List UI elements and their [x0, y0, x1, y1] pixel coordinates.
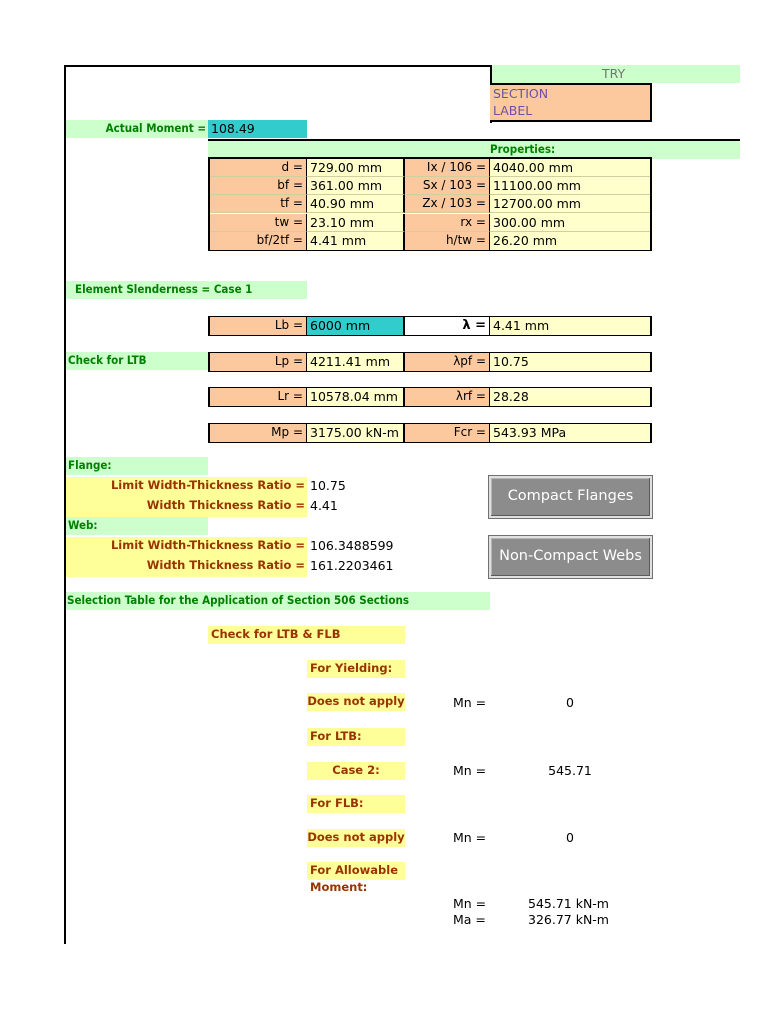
- ltb-value[interactable]: 543.93 MPa: [490, 424, 650, 442]
- allowable-ma-value: 326.77 kN-m: [528, 912, 609, 927]
- property-value[interactable]: 12700.00 mm: [490, 195, 650, 213]
- yielding-mn-value: 0: [566, 695, 574, 710]
- property-label: tf =: [210, 195, 307, 213]
- ltb-value[interactable]: 28.28: [490, 388, 650, 406]
- allowable-mn-label: Mn =: [453, 896, 487, 911]
- web-ratio-value[interactable]: 161.2203461: [310, 558, 394, 573]
- check-ltb-flb: Check for LTB & FLB: [208, 626, 405, 644]
- property-value[interactable]: 361.00 mm: [307, 177, 405, 195]
- flange-title: Flange:: [66, 457, 208, 475]
- try-row: [490, 65, 740, 83]
- ltb-value[interactable]: 3175.00 kN-m: [307, 424, 405, 442]
- property-value[interactable]: 40.90 mm: [307, 195, 405, 213]
- property-value[interactable]: 11100.00 mm: [490, 177, 650, 195]
- property-value[interactable]: 26.20 mm: [490, 232, 650, 250]
- ltb-value[interactable]: 6000 mm: [307, 317, 405, 335]
- web-limit-value[interactable]: 106.3488599: [310, 538, 394, 553]
- ltb-label: Fcr =: [405, 424, 490, 442]
- flange-ratio-label: Width Thickness Ratio =: [146, 498, 305, 512]
- property-value[interactable]: 729.00 mm: [307, 159, 405, 177]
- ltb-label: λ =: [405, 317, 490, 335]
- ltb-label: Lr =: [210, 388, 307, 406]
- property-label: bf/2tf =: [210, 232, 307, 250]
- properties-title: Properties:: [490, 142, 556, 156]
- ltb-title: For LTB:: [307, 728, 405, 746]
- ltb-value[interactable]: 4.41 mm: [490, 317, 650, 335]
- compact-flanges-button[interactable]: Compact Flanges: [489, 476, 652, 518]
- properties-header: [208, 139, 740, 159]
- property-value[interactable]: 23.10 mm: [307, 214, 405, 232]
- yielding-mn-label: Mn =: [453, 695, 487, 710]
- ltb-label: λrf =: [405, 388, 490, 406]
- ltb-mn-label: Mn =: [453, 763, 487, 778]
- flb-mn-label: Mn =: [453, 830, 487, 845]
- web-limit-label: Limit Width-Thickness Ratio =: [110, 538, 305, 552]
- property-value[interactable]: 4.41 mm: [307, 232, 405, 250]
- property-label: Ix / 106 =: [405, 159, 490, 177]
- yielding-status: Does not apply: [307, 693, 405, 711]
- label-label: LABEL: [493, 103, 533, 118]
- check-ltb-label: Check for LTB: [66, 352, 208, 370]
- flange-ratio-value[interactable]: 4.41: [310, 498, 338, 513]
- non-compact-webs-button[interactable]: Non-Compact Webs: [489, 536, 652, 578]
- ltb-value[interactable]: 4211.41 mm: [307, 353, 405, 371]
- ltb-status: Case 2:: [307, 762, 405, 780]
- label-cell[interactable]: [490, 102, 652, 122]
- section-cell[interactable]: [490, 83, 652, 103]
- property-value[interactable]: 4040.00 mm: [490, 159, 650, 177]
- actual-moment-label: Actual Moment =: [66, 120, 208, 138]
- flb-status: Does not apply: [307, 829, 405, 847]
- property-label: Zx / 103 =: [405, 195, 490, 213]
- try-label: TRY: [602, 66, 626, 81]
- ltb-value[interactable]: 10578.04 mm: [307, 388, 405, 406]
- property-label: Sx / 103 =: [405, 177, 490, 195]
- web-title: Web:: [66, 517, 208, 535]
- allowable-ma-label: Ma =: [453, 912, 486, 927]
- element-slenderness: Element Slenderness = Case 1: [66, 281, 307, 299]
- allowable-title-text: For Allowable Moment:: [310, 863, 399, 894]
- property-label: bf =: [210, 177, 307, 195]
- property-label: tw =: [210, 214, 307, 232]
- ltb-label: Lb =: [210, 317, 307, 335]
- ltb-label: λpf =: [405, 353, 490, 371]
- yielding-title: For Yielding:: [307, 660, 405, 678]
- allowable-title-overflow: [405, 862, 447, 880]
- ltb-label: Mp =: [210, 424, 307, 442]
- flange-limit-label: Limit Width-Thickness Ratio =: [110, 478, 305, 492]
- flange-limit-value[interactable]: 10.75: [310, 478, 346, 493]
- allowable-mn-value: 545.71 kN-m: [528, 896, 609, 911]
- allowable-title: [307, 862, 405, 894]
- property-label: d =: [210, 159, 307, 177]
- property-label: h/tw =: [405, 232, 490, 250]
- flb-title: For FLB:: [307, 795, 405, 813]
- actual-moment-value[interactable]: 108.49: [208, 120, 307, 138]
- web-ratio-label: Width Thickness Ratio =: [146, 558, 305, 572]
- selection-title: Selection Table for the Application of Section 506 Sections: [66, 592, 490, 610]
- property-value[interactable]: 300.00 mm: [490, 214, 650, 232]
- ltb-mn-value: 545.71: [548, 763, 592, 778]
- ltb-label: Lp =: [210, 353, 307, 371]
- ltb-value[interactable]: 10.75: [490, 353, 650, 371]
- property-label: rx =: [405, 214, 490, 232]
- flb-mn-value: 0: [566, 830, 574, 845]
- section-label: SECTION: [493, 86, 549, 101]
